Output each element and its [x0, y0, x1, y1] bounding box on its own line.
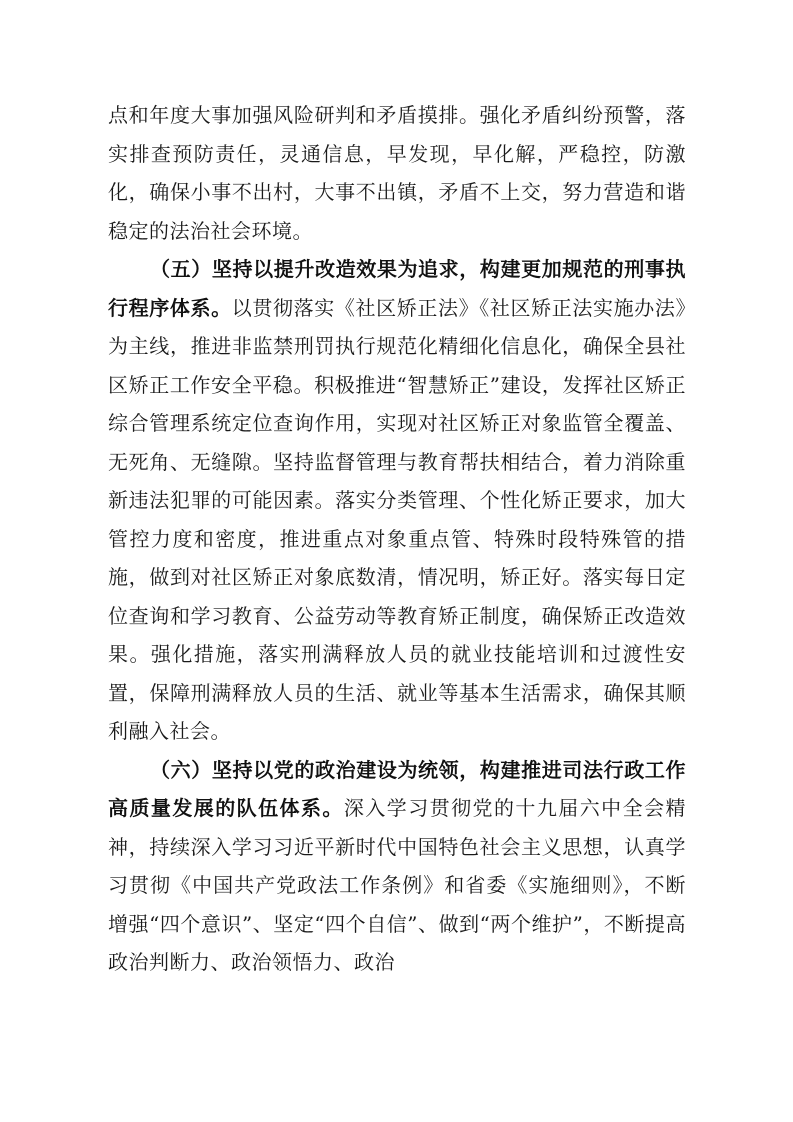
paragraph-continuation [108, 96, 686, 250]
paragraph-text: 以贯彻落实《社区矫正法》《社区矫正法实施办法》为主线，推进非监禁刑罚执行规范化精细化信息化，确保全县社区矫正工作安全平稳。积极推进“智慧矫正”建设，发挥社区矫正综合管理系统定位查询作用，实现对社区矫正对象监管全覆盖、无死角、无缝隙。坚持监督管理与教育帮扶相结合，着力消除重新违法犯罪的可能因素。落实分类管理、个性化矫正要求，加大管控力度和密度，推进重点对象重点管、特殊时段特殊管的措施，做到对社区矫正对象底数清，情况明，矫正好。落实每日定位查询和学习教育、公益劳动等教育矫正制度，确保矫正改造效果。强化措施，落实刑满释放人员的就业技能培训和过渡性安置，保障刑满释放人员的生活、就业等基本生活需求，确保其顺利融入社会。 [108, 295, 686, 743]
paragraph-section-five [108, 250, 686, 751]
section-heading: （五）坚持以提升改造效果为追求，构建更加规范的刑事执行程序体系。 [108, 257, 686, 320]
paragraph-text: 点和年度大事加强风险研判和矛盾摸排。强化矛盾纠纷预警，落实排查预防责任，灵通信息，早发现，早化解，严稳控，防激化，确保小事不出村，大事不出镇，矛盾不上交，努力营造和谐稳定的法治社会环境。 [108, 103, 686, 243]
document-body [108, 96, 686, 982]
paragraph-section-six [108, 751, 686, 982]
section-heading: （六）坚持以党的政治建设为统领，构建推进司法行政工作高质量发展的队伍体系。 [108, 757, 686, 820]
paragraph-text: 深入学习贯彻党的十九届六中全会精神，持续深入学习习近平新时代中国特色社会主义思想，认真学习贯彻《中国共产党政法工作条例》和省委《实施细则》，不断增强“四个意识”、坚定“四个自信”、做到“两个维护”，不断提高政治判断力、政治领悟力、政治 [108, 796, 687, 974]
